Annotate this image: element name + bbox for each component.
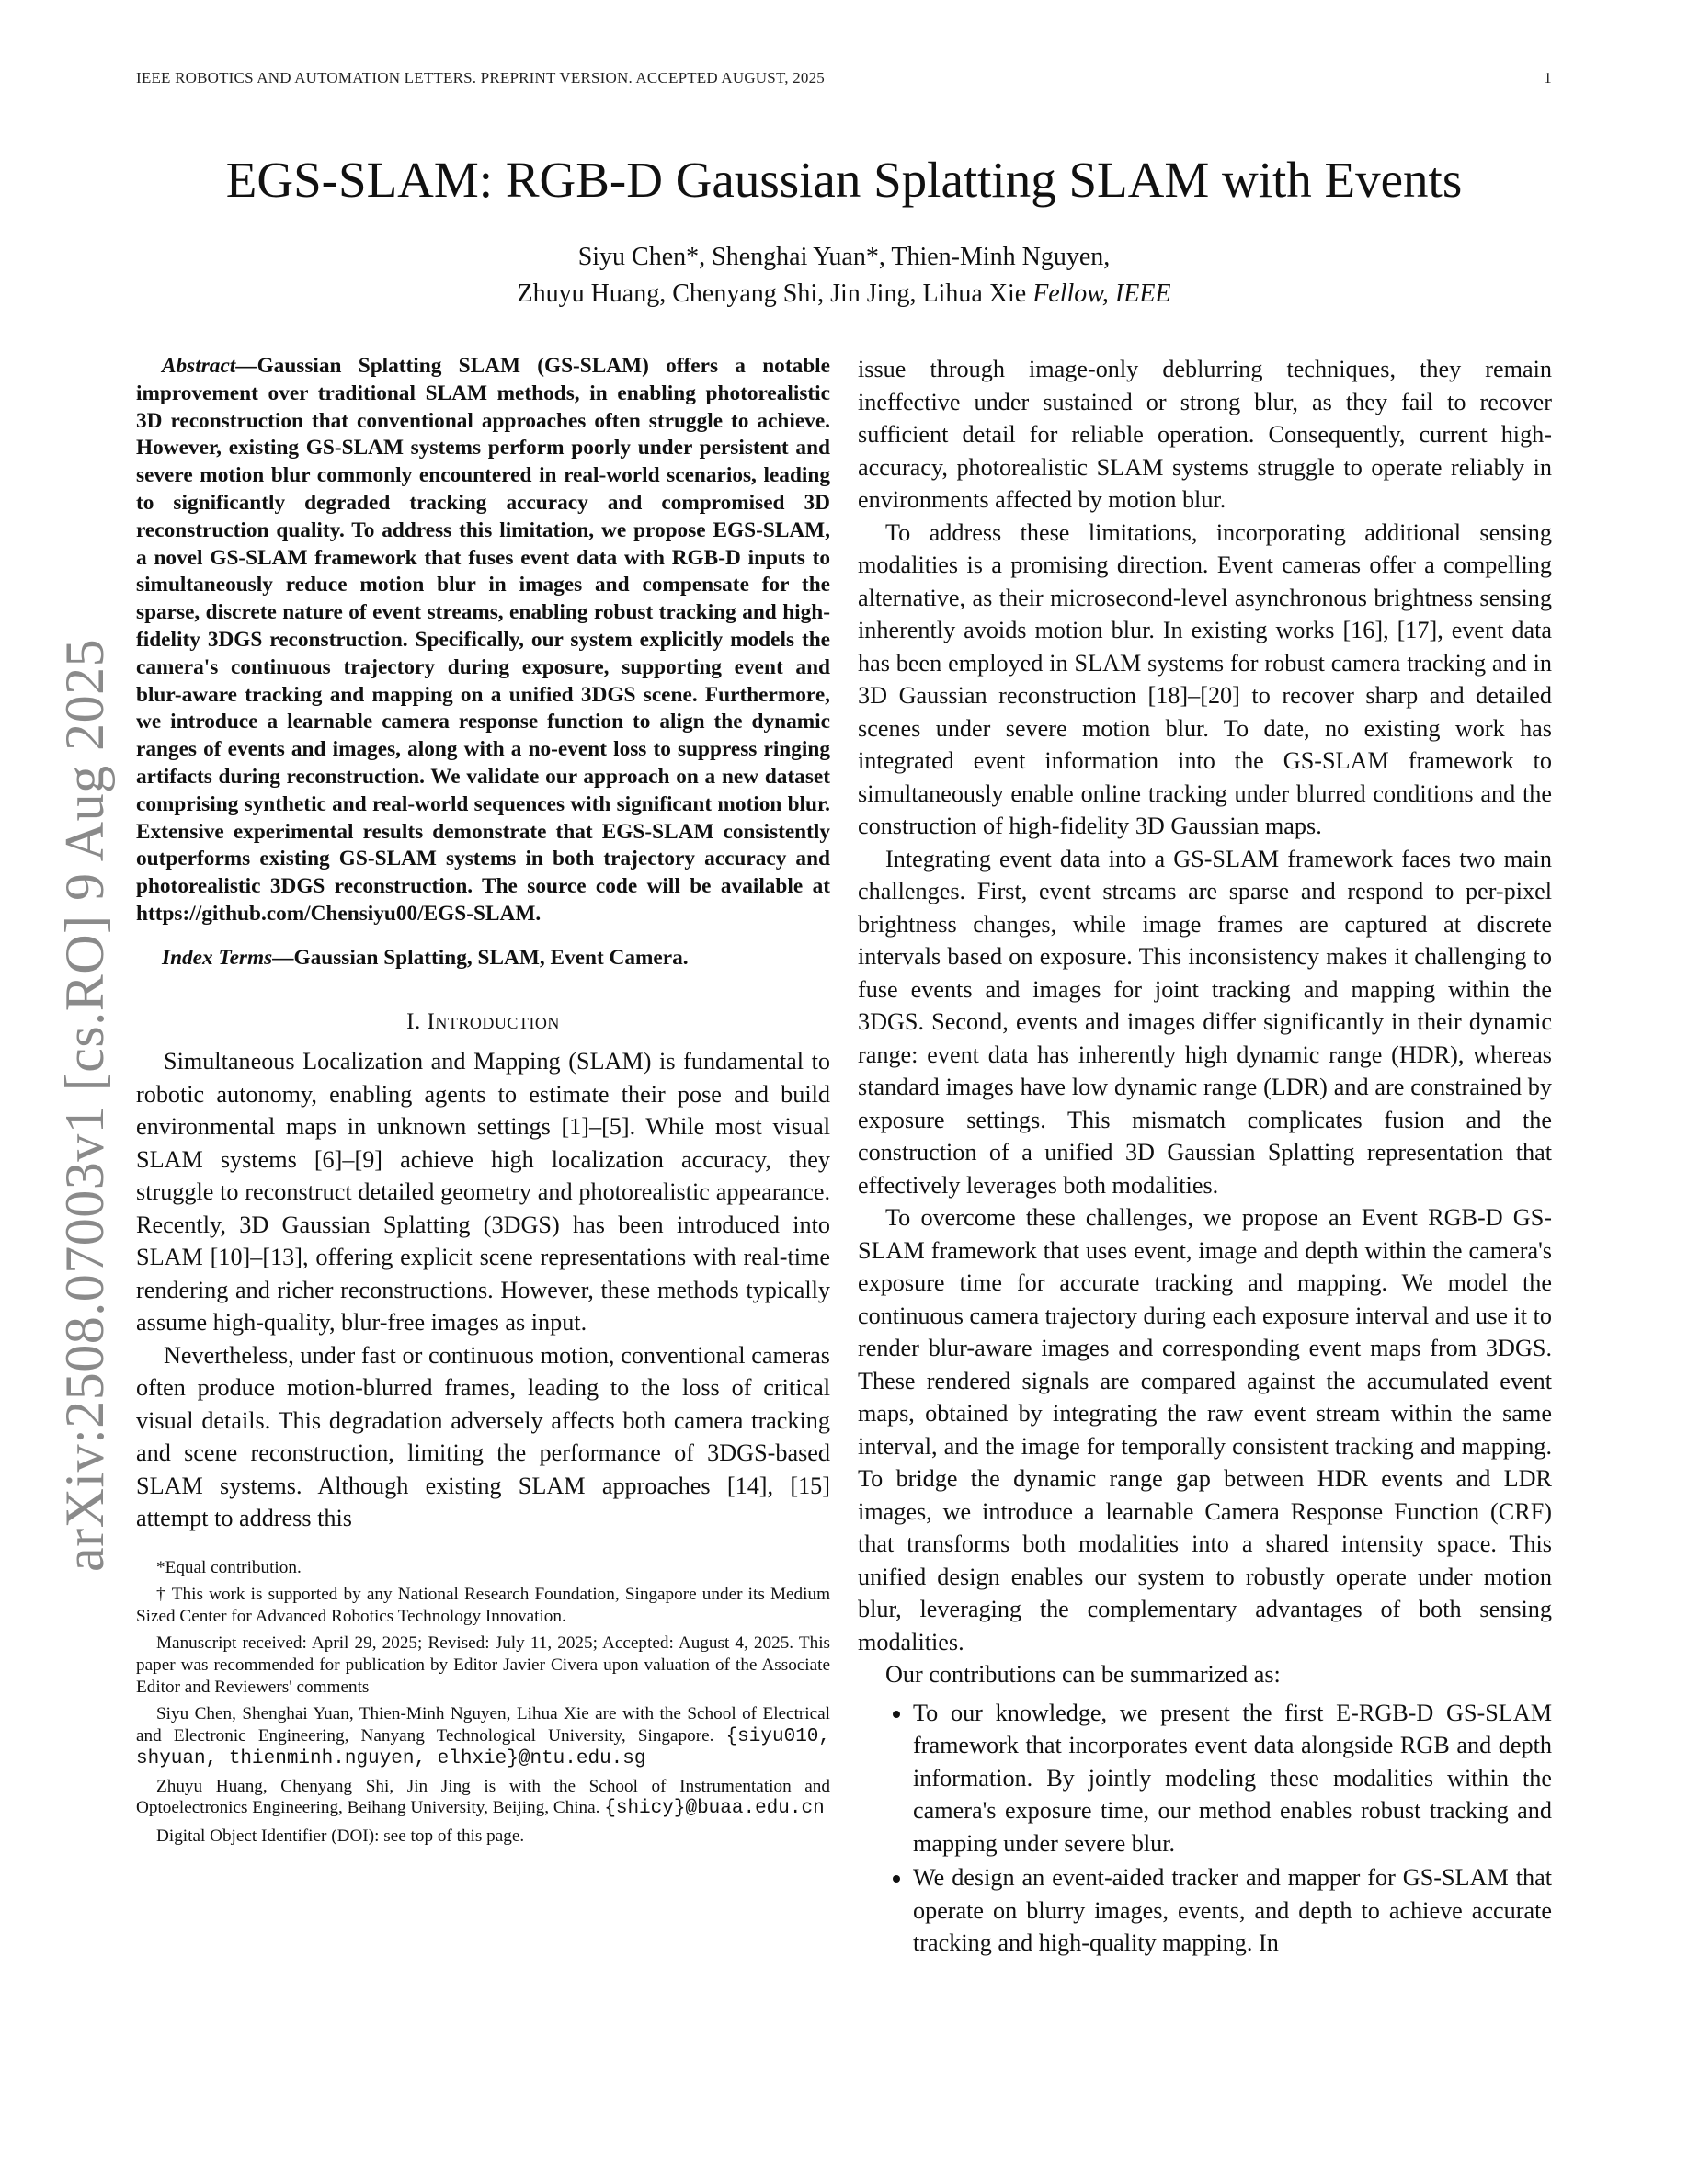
footnotes	[136, 1557, 830, 1848]
right-column	[858, 353, 1552, 1962]
contributions-list	[858, 1697, 1552, 1960]
author-block	[0, 239, 1688, 313]
intro-paragraph-1: Simultaneous Localization and Mapping (SLAM) is fundamental to robotic autonomy, enabling agents to estimate their pose and build environmental maps in unknown settings [1]–[5]. While most visual SLAM systems [6]–[9] achieve high localization accuracy, they struggle to reconstruct detailed geometry and photorealistic appearance. Recently, 3D Gaussian Splatting (3DGS) has been introduced into SLAM [10]–[13], offering explicit scene representations with real-time rendering and richer reconstructions. However, these methods typically assume high-quality, blur-free images as input.	[136, 1048, 830, 1337]
abstract	[136, 353, 830, 928]
contribution-item: • To our knowledge, we present the first E-RGB-D GS-SLAM framework that incorporates event data alongside RGB and depth information. By jointly modeling these modalities within the camera's exposure time, our method enables robust tracking and mapping under severe blur.	[913, 1697, 1552, 1860]
paper-title: EGS-SLAM: RGB-D Gaussian Splatting SLAM with Events	[225, 152, 1463, 208]
running-head	[136, 69, 1552, 87]
author-line-2	[0, 276, 1688, 313]
contributions-lead: Our contributions can be summarized as:	[885, 1661, 1281, 1688]
intro-paragraph-3: issue through image-only deblurring techniques, they remain ineffective under sustained or strong blur, as they fail to recover sufficient detail for reliable operation. Consequently, current high-accuracy, photorealistic SLAM systems struggle to operate reliably in environments affected by motion blur.	[858, 356, 1552, 513]
affiliation-buaa-text: Zhuyu Huang, Chenyang Shi, Jin Jing is with the School of Instrumentation and Optoelectronics Engineering, Beihang University, Beijing, China.	[136, 1776, 830, 1818]
index-terms	[136, 945, 830, 973]
footnote-equal-contribution: *Equal contribution.	[156, 1557, 302, 1577]
intro-paragraph-6: To overcome these challenges, we propose an Event RGB-D GS-SLAM framework that uses event, image and depth within the camera's exposure time for accurate tracking and mapping. We model the continuous camera trajectory during each exposure interval and use it to render blur-aware images and corresponding event maps from 3DGS. These rendered signals are compared against the accumulated event maps, obtained by integrating the raw event stream within the same interval, and the image for temporally consistent tracking and mapping. To bridge the dynamic range gap between HDR events and LDR images, we introduce a learnable Camera Response Function (CRF) that transforms both modalities into a shared intensity space. This unified design enables our system to robustly operate under motion blur, leveraging the complementary advantages of both sensing modalities.	[858, 1204, 1552, 1655]
affiliation-ntu-emails: {siyu010, shyuan, thienminh.nguyen, elhxie}@ntu.edu.sg	[136, 1725, 830, 1770]
footnote-affiliation-ntu	[136, 1703, 830, 1770]
affiliation-buaa-emails: {shicy}@buaa.edu.cn	[604, 1798, 825, 1820]
intro-paragraph-4: To address these limitations, incorporating additional sensing modalities is a promising direction. Event cameras offer a compelling alternative, as their microsecond-level asynchronous brightness sensing inherently avoids motion blur. In existing works [16], [17], event data has been employed in SLAM systems for robust camera tracking and in 3D Gaussian reconstruction [18]–[20] to recover sharp and detailed scenes under severe motion blur. To date, no existing work has integrated event information into the GS-SLAM framework to simultaneously enable online tracking under blurred conditions and the construction of high-fidelity 3D Gaussian maps.	[858, 518, 1552, 839]
intro-paragraph-5: Integrating event data into a GS-SLAM framework faces two main challenges. First, event streams are sparse and respond to per-pixel brightness changes, while image frames are captured at discrete intervals based on exposure. This inconsistency makes it challenging to fuse events and images for joint tracking and mapping within the 3DGS. Second, events and images differ significantly in their dynamic range: event data has inherently high dynamic range (HDR), whereas standard images have low dynamic range (LDR) and are constrained by exposure settings. This mismatch complicates fusion and the construction of a unified 3D Gaussian Splatting representation that effectively leverages both modalities.	[858, 845, 1552, 1199]
arxiv-identifier-stamp: arXiv:2508.07003v1 [cs.RO] 9 Aug 2025	[54, 638, 115, 1572]
section-title: Introduction	[427, 1008, 560, 1034]
affiliation-ntu-text: Siyu Chen, Shenghai Yuan, Thien-Minh Nguyen, Lihua Xie are with the School of Electrical and Electronic Engineering, Nanyang Technological University, Singapore.	[136, 1704, 830, 1746]
author-line-1: Siyu Chen*, Shenghai Yuan*, Thien-Minh Nguyen,	[577, 243, 1111, 271]
footnote-manuscript-dates: Manuscript received: April 29, 2025; Revised: July 11, 2025; Accepted: August 4, 2025. This paper was recommended for publication by Editor Javier Civera upon valuation of the Associate Editor and Reviewers' comments	[136, 1633, 830, 1697]
section-heading-introduction	[136, 1006, 830, 1039]
intro-paragraph-2: Nevertheless, under fast or continuous motion, conventional cameras often produce motion-blurred frames, leading to the loss of critical visual details. This degradation adversely affects both camera tracking and scene reconstruction, limiting the performance of 3DGS-based SLAM systems. Although existing SLAM approaches [14], [15] attempt to address this	[136, 1341, 830, 1532]
footnote-doi: Digital Object Identifier (DOI): see top of this page.	[156, 1826, 525, 1847]
index-terms-lead: Index Terms	[162, 945, 273, 970]
contribution-item: • We design an event-aided tracker and mapper for GS-SLAM that operate on blurry images, events, and depth to achieve accurate tracking and high-quality mapping. In	[913, 1861, 1552, 1960]
journal-header: IEEE ROBOTICS AND AUTOMATION LETTERS. PREPRINT VERSION. ACCEPTED AUGUST, 2025	[136, 69, 825, 86]
left-column	[136, 353, 830, 1853]
author-fellow-suffix: Fellow, IEEE	[1032, 279, 1171, 308]
author-names-2: Zhuyu Huang, Chenyang Shi, Jin Jing, Lihua Xie	[517, 279, 1027, 308]
index-terms-text: —Gaussian Splatting, SLAM, Event Camera.	[272, 945, 689, 970]
footnote-funding: † This work is supported by any National Research Foundation, Singapore under its Medium Sized Center for Advanced Robotics Technology Innovation.	[136, 1585, 830, 1626]
page-number: 1	[1544, 69, 1552, 86]
abstract-text: —Gaussian Splatting SLAM (GS-SLAM) offers a notable improvement over traditional SLAM methods, in enabling photorealistic 3D reconstruction that conventional approaches often struggle to achieve. However, existing GS-SLAM systems perform poorly under persistent and severe motion blur commonly encountered in real-world scenarios, leading to significantly degraded tracking accuracy and compromised 3D reconstruction quality. To address this limitation, we propose EGS-SLAM, a novel GS-SLAM framework that fuses event data with RGB-D inputs to simultaneously reduce motion blur in images and compensate for the sparse, discrete nature of event streams, enabling robust tracking and high-fidelity 3DGS reconstruction. Specifically, our system explicitly models the camera's continuous trajectory during exposure, supporting event and blur-aware tracking and mapping on a unified 3DGS scene. Furthermore, we introduce a learnable camera response function to align the dynamic ranges of events and images, along with a no-event loss to suppress ringing artifacts during reconstruction. We validate our approach on a new dataset comprising synthetic and real-world sequences with significant motion blur. Extensive experimental results demonstrate that EGS-SLAM consistently outperforms existing GS-SLAM systems in both trajectory accuracy and photorealistic 3DGS reconstruction. The source code will be available at https://github.com/Chensiyu00/EGS-SLAM.	[136, 354, 830, 926]
footnote-affiliation-buaa	[136, 1776, 830, 1820]
section-number: I.	[406, 1008, 421, 1034]
abstract-lead: Abstract	[162, 354, 236, 378]
